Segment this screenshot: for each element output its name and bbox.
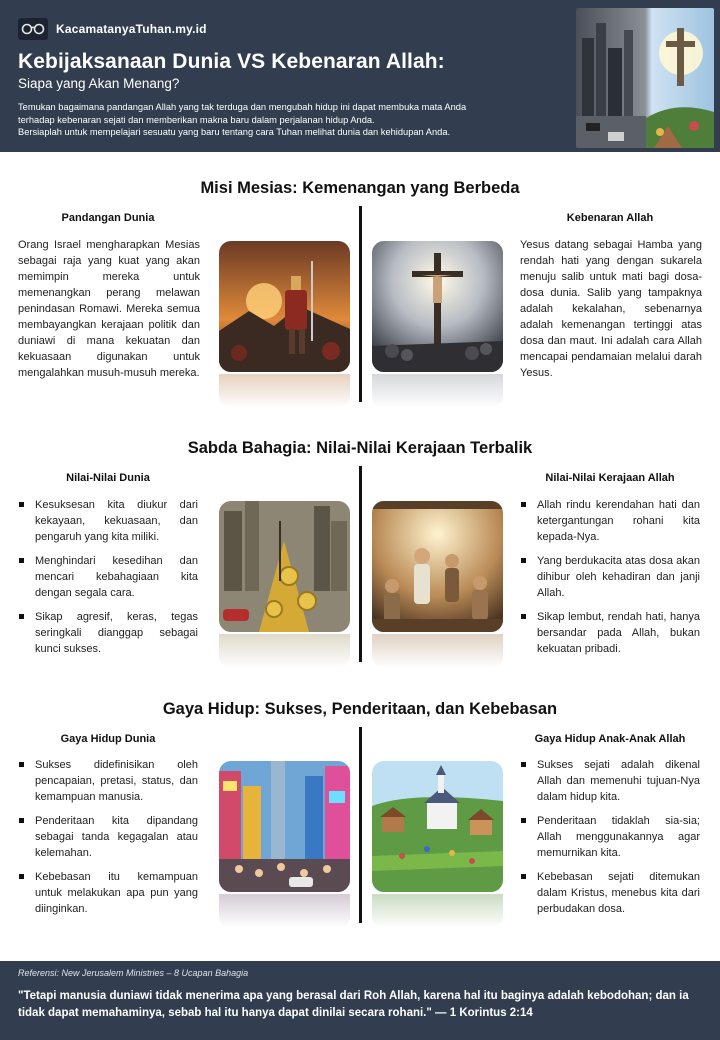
children-lifestyle-heading: Gaya Hidup Anak-Anak Allah — [534, 733, 686, 745]
section-title-mission: Misi Mesias: Kemenangan yang Berbeda — [200, 179, 520, 197]
bible-quote: "Tetapi manusia duniawi tidak menerima apa yang berasal dari Roh Allah, karena hal itu baginya adalah kebodohan; dan ia tidak dapat memahaminya, sebab hal itu hanya dapat dinilai secara rohani." — 1 Korintus 2:14 — [18, 990, 689, 1019]
wealth-image — [219, 501, 350, 632]
section-divider — [359, 727, 362, 923]
world-lifestyle-heading: Gaya Hidup Dunia — [60, 733, 156, 745]
site-name: KacamatanyaTuhan.my.id — [56, 22, 207, 36]
list-item: Yang berdukacita atas dosa akan dihibur oleh kehadiran dan janji Allah. — [520, 553, 700, 601]
reference-text: Referensi: New Jerusalem Ministries – 8 Ucapan Bahagia — [18, 968, 249, 978]
footer — [0, 961, 720, 1040]
image-reflection — [372, 894, 503, 928]
list-item: Kebebasan itu kemampuan untuk melakukan apa pun yang diinginkan. — [18, 869, 198, 917]
list-item: Allah rindu kerendahan hati dan ketergantungan rohani kita kepada-Nya. — [520, 497, 700, 545]
list-item: Penderitaan tidaklah sia-sia; Allah menggunakannya agar memurnikan kita. — [520, 813, 700, 861]
city-crowd-image — [219, 761, 350, 892]
village-church-image — [372, 761, 503, 892]
intro-line: Temukan bagaimana pandangan Allah yang tak terduga dan mengubah hidup ini dapat membuka mata Anda — [18, 102, 467, 112]
list-item: Kebebasan sejati ditemukan dalam Kristus, menebus kita dari perbudakan dosa. — [520, 869, 700, 917]
kingdom-values-heading: Nilai-Nilai Kerajaan Allah — [545, 472, 675, 484]
image-reflection — [219, 894, 350, 928]
intro-line: terhadap kebenaran sejati dan memberikan makna baru dalam perjalanan hidup Anda. — [18, 114, 375, 125]
page-subtitle: Siapa yang Akan Menang? — [18, 76, 180, 91]
page-title: Kebijaksanaan Dunia VS Kebenaran Allah: — [18, 50, 445, 73]
list-item: Sukses sejati adalah dikenal Allah dan memenuhi tujuan-Nya dalam hidup kita. — [520, 757, 700, 805]
warrior-king-image — [219, 241, 350, 372]
list-item: Menghindari kesedihan dan mencari kebahagiaan kita dengan segala cara. — [18, 553, 198, 601]
list-item: Sikap lembut, rendah hati, hanya bersandar pada Allah, bukan kekuatan pribadi. — [520, 609, 700, 657]
list-item: Kesuksesan kita diukur dari kekayaan, kekuasaan, dan pengaruh yang kita miliki. — [18, 497, 198, 545]
list-item: Sikap agresif, keras, tegas seringkali dianggap sebagai kunci sukses. — [18, 609, 198, 657]
world-lifestyle-list — [18, 757, 198, 925]
list-item: Sukses didefinisikan oleh pencapaian, pretasi, status, dan kemampuan manusia. — [18, 757, 198, 805]
section-divider — [359, 206, 362, 402]
world-values-list — [18, 497, 198, 665]
image-reflection — [219, 634, 350, 668]
section-title-beatitudes: Sabda Bahagia: Nilai-Nilai Kerajaan Terbalik — [187, 439, 533, 457]
world-values-heading: Nilai-Nilai Dunia — [66, 472, 150, 484]
header-banner — [0, 0, 720, 152]
section-divider — [359, 466, 362, 662]
image-reflection — [372, 374, 503, 408]
god-truth-text: Yesus datang sebagai Hamba yang rendah hati yang dengan sukarela menuju salib untuk mati bagi dosa-dosa dunia. Salib yang tampaknya adalah kekalahan, sebenarnya adalah kemenangan tertinggi atas dosa dan maut. Ini adalah cara Allah mencapai pendamaian melalui darah Yesus. — [520, 239, 702, 379]
kingdom-values-list — [520, 497, 700, 665]
section-title-lifestyle: Gaya Hidup: Sukses, Penderitaan, dan Kebebasan — [162, 700, 558, 718]
world-view-text: Orang Israel mengharapkan Mesias sebagai raja yang kuat yang akan memimpin mereka untuk memenangkan perang melawan penindasan Romawi. Mereka semua membayangkan kerajaan politik dan duniawi di mana kekuatan dan kekuasaan digunakan untuk mengalahkan musuh-musuh mereka. — [18, 239, 200, 379]
image-reflection — [372, 634, 503, 668]
intro-text — [18, 101, 558, 139]
god-truth-heading: Kebenaran Allah — [566, 212, 654, 224]
image-reflection — [219, 374, 350, 408]
list-item: Penderitaan kita dipandang sebagai tanda kegagalan atau kelemahan. — [18, 813, 198, 861]
world-view-heading: Pandangan Dunia — [61, 212, 155, 224]
children-lifestyle-list — [520, 757, 700, 925]
header-illustration — [576, 8, 714, 148]
brand — [18, 18, 207, 40]
intro-line: Bersiaplah untuk mempelajari sesuatu yang baru tentang cara Tuhan melihat dunia dan kehidupan Anda. — [18, 127, 451, 137]
humble-gathering-image — [372, 501, 503, 632]
crucifixion-image — [372, 241, 503, 372]
glasses-icon — [18, 18, 48, 40]
